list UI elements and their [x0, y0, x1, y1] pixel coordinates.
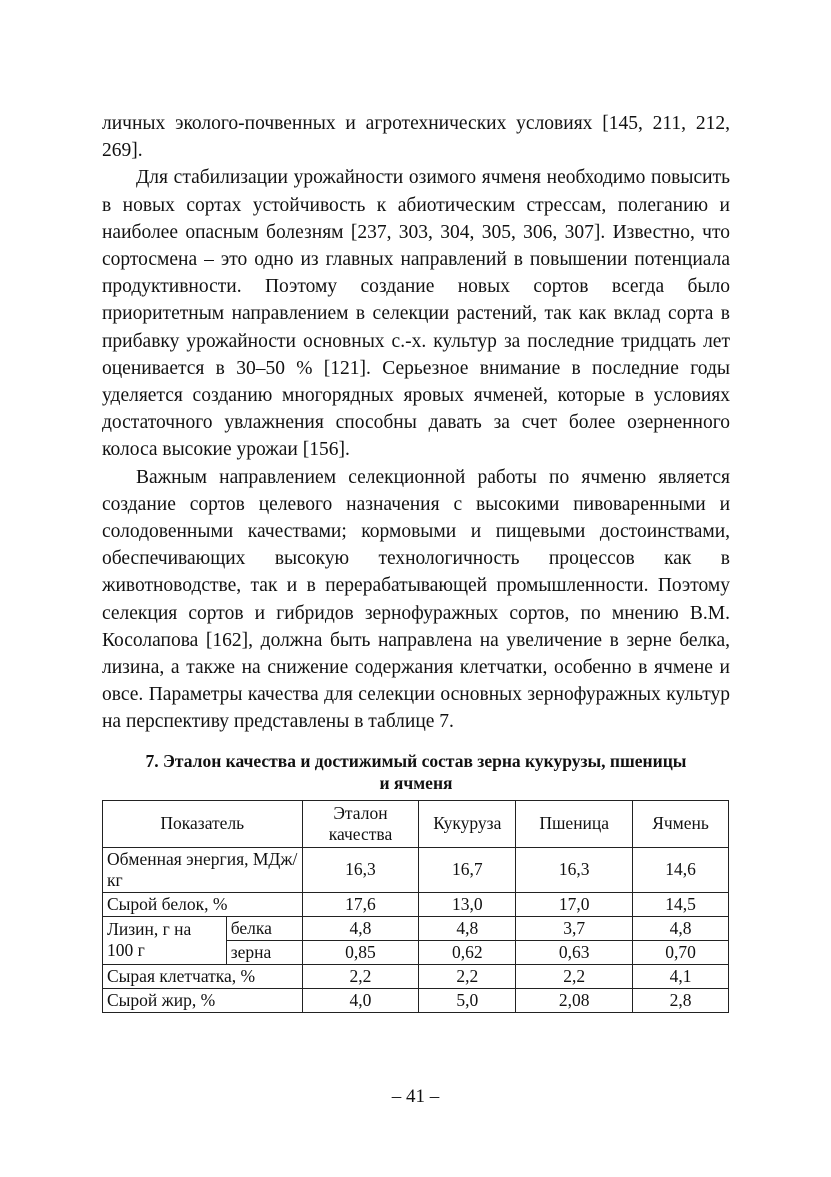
cell-value: 2,8	[633, 988, 729, 1012]
cell-value: 17,6	[302, 892, 419, 916]
cell-value: 2,2	[516, 964, 633, 988]
cell-value: 0,62	[419, 940, 516, 964]
row-label-energy: Обменная энергия, МДж/кг	[103, 847, 303, 892]
cell-value: 3,7	[516, 916, 633, 940]
cell-value: 4,8	[633, 916, 729, 940]
table-caption-line2: и ячменя	[379, 772, 453, 793]
table-row	[103, 847, 729, 892]
table-row	[103, 916, 729, 940]
table-caption	[102, 750, 730, 794]
row-sublabel-protein: белка	[226, 916, 302, 940]
cell-value: 14,5	[633, 892, 729, 916]
page-body	[102, 110, 730, 1013]
table-row	[103, 892, 729, 916]
page-number: – 41 –	[391, 1086, 440, 1107]
row-sublabel-grain: зерна	[226, 940, 302, 964]
cell-value: 4,1	[633, 964, 729, 988]
cell-value: 17,0	[516, 892, 633, 916]
cell-value: 16,3	[516, 847, 633, 892]
cell-value: 14,6	[633, 847, 729, 892]
table-row	[103, 988, 729, 1012]
table-row	[103, 964, 729, 988]
header-wheat: Пшеница	[516, 800, 633, 847]
header-indicator: Показатель	[103, 800, 303, 847]
cell-value: 0,70	[633, 940, 729, 964]
quality-table	[102, 800, 729, 1013]
table-caption-line1: 7. Эталон качества и достижимый состав зерна кукурузы, пшеницы	[145, 750, 687, 771]
row-label-protein: Сырой белок, %	[103, 892, 303, 916]
cell-value: 2,2	[302, 964, 419, 988]
row-label-fat: Сырой жир, %	[103, 988, 303, 1012]
cell-value: 4,8	[419, 916, 516, 940]
row-label-lysine: Лизин, г на 100 г	[103, 916, 227, 964]
header-corn: Кукуруза	[419, 800, 516, 847]
cell-value: 2,08	[516, 988, 633, 1012]
header-barley: Ячмень	[633, 800, 729, 847]
paragraph-stabilization: Для стабилизации урожайности озимого ячменя необходимо повысить в новых сортах устойчивость к абиотическим стрессам, полеганию и наиболее опасным болезням [237, 303, 304, 305, 306, 307]. Известно, что сортосмена – это одно из главных направлений в повышении потенциала продуктивности. Поэтому создание новых сортов всегда было приоритетным направлением в селекции растений, так как вклад сорта в прибавку урожайности основных с.-х. культур за последние тридцать лет оценивается в 30–50 % [121]. Серьезное внимание в последние годы уделяется созданию многорядных яровых ячменей, которые в условиях достаточного увлажнения способны давать за счет более озерненного колоса высокие урожаи [156].	[102, 167, 730, 461]
cell-value: 5,0	[419, 988, 516, 1012]
cell-value: 16,3	[302, 847, 419, 892]
cell-value: 2,2	[419, 964, 516, 988]
table-header-row	[103, 800, 729, 847]
paragraph-breeding-direction: Важным направлением селекционной работы по ячменю является создание сортов целевого назначения с высокими пивоваренными и солодовенными качествами; кормовыми и пищевыми достоинствами, обеспечивающих высокую технологичность процессов как в животноводстве, так и в перерабатывающей промышленности. Поэтому селекция сортов и гибридов зернофуражных сортов, по мнению В.М. Косолапова [162], должна быть направлена на увеличение в зерне белка, лизина, а также на снижение содержания клетчатки, особенно в ячмене и овсе. Параметры качества для селекции основных зернофуражных культур на перспективу представлены в таблице 7.	[102, 466, 730, 733]
cell-value: 4,8	[302, 916, 419, 940]
cell-value: 0,85	[302, 940, 419, 964]
header-standard: Эталон качества	[302, 800, 419, 847]
cell-value: 13,0	[419, 892, 516, 916]
row-label-fiber: Сырая клетчатка, %	[103, 964, 303, 988]
cell-value: 0,63	[516, 940, 633, 964]
cell-value: 4,0	[302, 988, 419, 1012]
paragraph-continuation: личных эколого-почвенных и агротехнических условиях [145, 211, 212, 269].	[102, 113, 730, 162]
cell-value: 16,7	[419, 847, 516, 892]
